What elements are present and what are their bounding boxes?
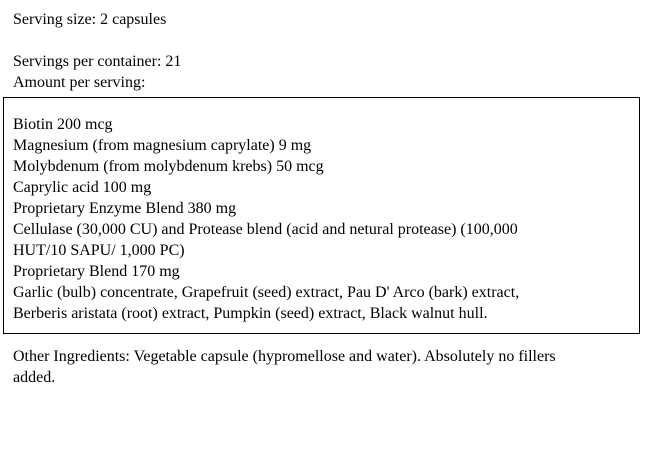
ingredient-row: Molybdenum (from molybdenum krebs) 50 mcg [13,158,324,175]
ingredients-panel [3,97,640,334]
ingredient-row: Caprylic acid 100 mg [13,179,152,196]
ingredient-row: Proprietary Enzyme Blend 380 mg [13,200,237,217]
ingredient-row: Cellulase (30,000 CU) and Protease blend (acid and netural protease) (100,000 [13,221,518,238]
ingredient-row: Magnesium (from magnesium caprylate) 9 mg [13,137,312,154]
ingredient-row: HUT/10 SAPU/ 1,000 PC) [13,242,185,259]
other-ingredients-text-line1: Other Ingredients: Vegetable capsule (hypromellose and water). Absolutely no fillers [13,348,556,365]
other-ingredients-text-line2: added. [13,369,56,386]
serving-size-text: Serving size: 2 capsules [13,11,167,28]
ingredient-row: Garlic (bulb) concentrate, Grapefruit (seed) extract, Pau D' Arco (bark) extract, [13,284,520,301]
ingredient-row: Proprietary Blend 170 mg [13,263,180,280]
ingredient-row: Biotin 200 mcg [13,116,113,133]
amount-per-serving-text: Amount per serving: [13,74,146,91]
ingredient-row: Berberis aristata (root) extract, Pumpkin (seed) extract, Black walnut hull. [13,305,488,322]
servings-per-container-text: Servings per container: 21 [13,53,182,70]
